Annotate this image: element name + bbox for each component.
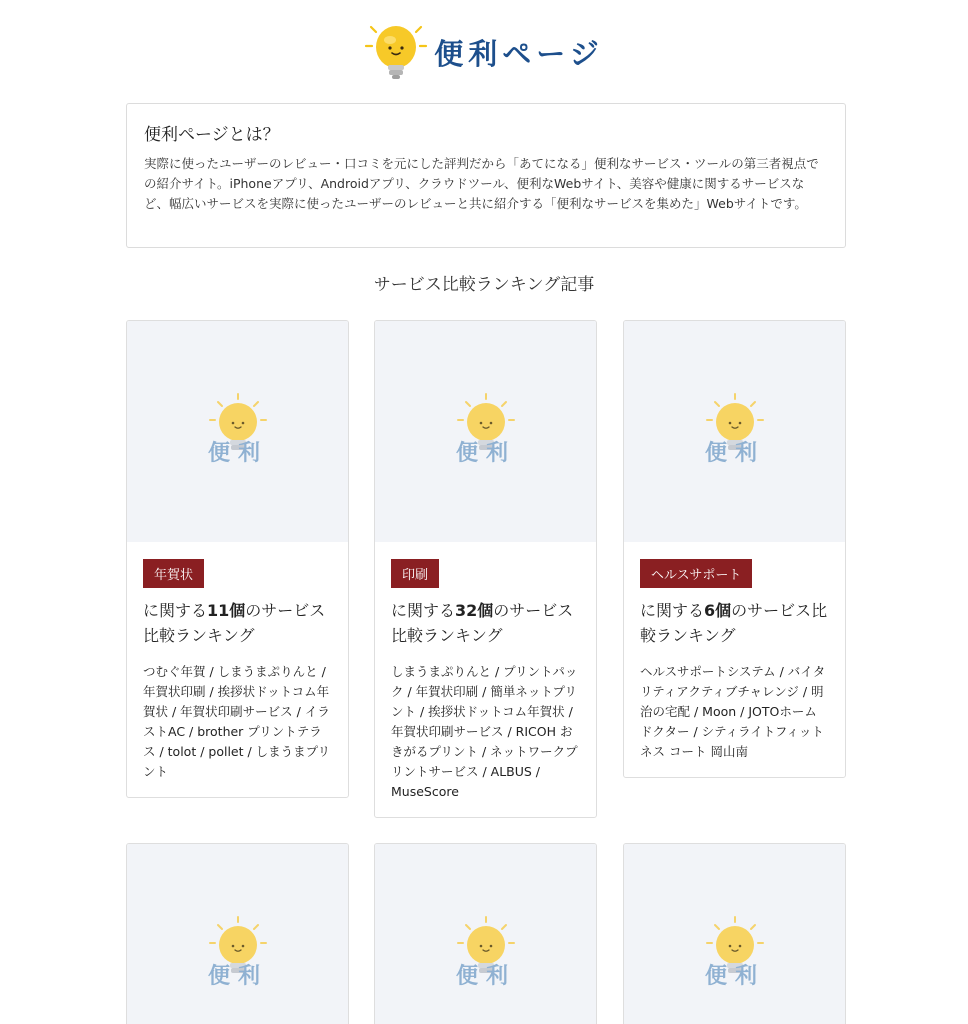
about-title: 便利ページとは？ bbox=[144, 125, 280, 145]
service-count: 11個 bbox=[207, 601, 246, 620]
card-title[interactable]: に関する6個のサービス比較ランキング bbox=[640, 601, 828, 645]
about-text: 実際に使ったユーザーのレビュー・口コミを元にした評判だから「あてになる」便利なサービス・ツールの第三者視点での紹介サイト。iPhoneアプリ、Androidアプリ、クラウドツール、便利なWebサイト、美容や健康に関するサービスなど、幅広いサービスを実際に使ったユーザーのレビューと共に紹介する「便利なサービスを集めた」Webサイトです。 bbox=[144, 156, 819, 211]
svg-text:便利: 便利 bbox=[704, 440, 765, 466]
card-services: ヘルスサポートシステム / バイタリティアクティブチャレンジ / 明治の宅配 / Moon / JOTOホームドクター / シティライトフィットネス コート 岡山南 bbox=[640, 664, 826, 759]
section-title: サービス比較ランキング記事 bbox=[373, 275, 595, 295]
about-box bbox=[126, 103, 846, 248]
category-tag[interactable]: ヘルスサポート bbox=[640, 559, 752, 588]
site-header bbox=[0, 20, 968, 84]
svg-text:便利: 便利 bbox=[207, 440, 268, 466]
ranking-card[interactable] bbox=[126, 843, 349, 1024]
card-thumbnail[interactable] bbox=[127, 844, 348, 1024]
lightbulb-placeholder-icon bbox=[198, 392, 278, 472]
ranking-card-insatsu[interactable] bbox=[374, 320, 597, 818]
card-thumbnail[interactable] bbox=[127, 321, 348, 542]
card-services: しまうまぷりんと / プリントパック / 年賀状印刷 / 簡単ネットプリント / 挨拶状ドットコム年賀状 / 年賀状印刷サービス / RICOH おきがるプリント / ネットワークプリントサービス / ALBUS / MuseScore bbox=[391, 664, 578, 799]
svg-text:便利: 便利 bbox=[455, 440, 516, 466]
svg-text:便利: 便利 bbox=[207, 963, 268, 989]
card-thumbnail[interactable] bbox=[624, 321, 845, 542]
service-count: 6個 bbox=[704, 601, 732, 620]
card-body bbox=[127, 542, 348, 798]
svg-text:便利: 便利 bbox=[455, 963, 516, 989]
category-tag[interactable]: 印刷 bbox=[391, 559, 439, 588]
lightbulb-mascot-icon[interactable] bbox=[364, 20, 428, 84]
lightbulb-placeholder-icon bbox=[446, 915, 526, 995]
service-count: 32個 bbox=[455, 601, 494, 620]
ranking-card[interactable] bbox=[374, 843, 597, 1024]
lightbulb-placeholder-icon bbox=[695, 392, 775, 472]
card-body bbox=[375, 542, 596, 818]
card-thumbnail[interactable] bbox=[375, 844, 596, 1024]
card-title[interactable]: に関する32個のサービス比較ランキング bbox=[391, 601, 574, 645]
svg-text:便利: 便利 bbox=[704, 963, 765, 989]
card-thumbnail[interactable] bbox=[624, 844, 845, 1024]
lightbulb-placeholder-icon bbox=[198, 915, 278, 995]
ranking-card-health-support[interactable] bbox=[623, 320, 846, 778]
card-body bbox=[624, 542, 845, 778]
card-title[interactable]: に関する11個のサービス比較ランキング bbox=[143, 601, 326, 645]
category-tag[interactable]: 年賀状 bbox=[143, 559, 204, 588]
site-title[interactable]: 便利ページ bbox=[434, 36, 604, 71]
lightbulb-placeholder-icon bbox=[446, 392, 526, 472]
card-services: つむぐ年賀 / しまうまぷりんと / 年賀状印刷 / 挨拶状ドットコム年賀状 / 年賀状印刷サービス / イラストAC / brother プリントテラス / tolot / pollet / しまうまプリント bbox=[143, 664, 331, 779]
ranking-card-nengajo[interactable] bbox=[126, 320, 349, 798]
ranking-card[interactable] bbox=[623, 843, 846, 1024]
card-thumbnail[interactable] bbox=[375, 321, 596, 542]
lightbulb-placeholder-icon bbox=[695, 915, 775, 995]
